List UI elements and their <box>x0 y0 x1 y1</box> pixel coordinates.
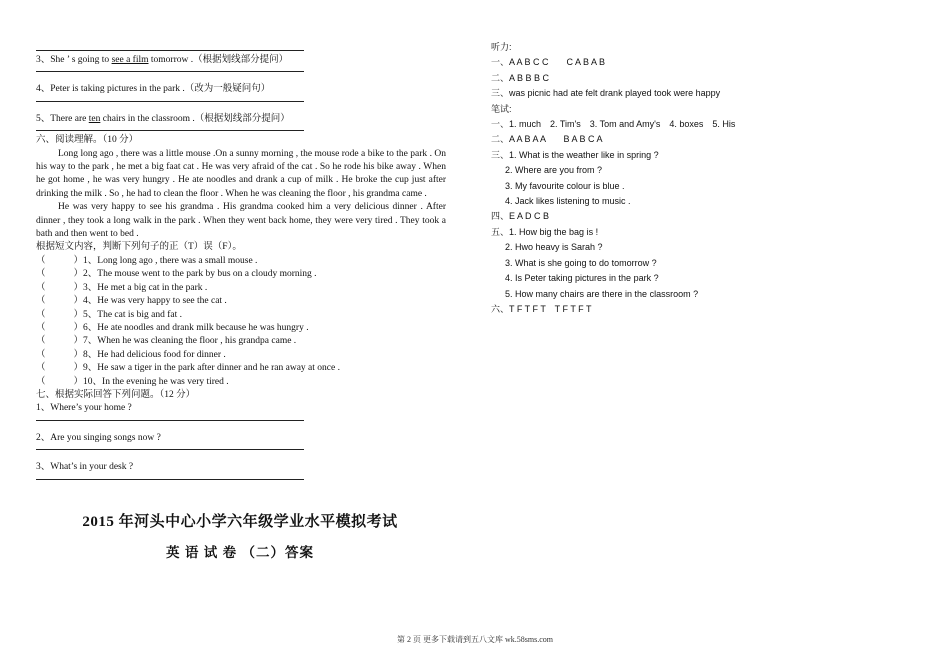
section-label: 三、 <box>491 149 510 160</box>
open-question-1: 1、Where’s your home ? <box>36 403 132 414</box>
answer-text: 1. How big the bag is ! <box>509 226 599 237</box>
question-instruction: chairs in the classroom .（根据划线部分提问） <box>100 113 290 124</box>
tf-item-text: 5、The cat is big and fat . <box>83 309 182 320</box>
tf-item: （ ）6、He ate noodles and drank milk because he was hungry . <box>36 322 309 333</box>
tf-item: （ ）5、The cat is big and fat . <box>36 309 182 320</box>
transform-question-5 <box>36 113 446 126</box>
tf-item-text: 3、He met a big cat in the park . <box>83 282 208 293</box>
section-6-answer: 六、T F T F T T F T F T <box>491 303 592 314</box>
section-3-answer-4: 4. Jack likes listening to music . <box>505 196 631 207</box>
written-label: 笔试: <box>491 103 512 114</box>
transform-question-3 <box>36 54 446 67</box>
section-3-answer-2: 2. Where are you from ? <box>505 165 603 176</box>
answer-line <box>36 479 304 480</box>
tf-item: （ ）7、When he was cleaning the floor , his grandpa came . <box>36 336 297 347</box>
exam-subtitle: 英 语 试 卷 （二）答案 <box>166 545 314 560</box>
question-text: 5、There are <box>36 113 89 124</box>
section-3-answer-3: 3. My favourite colour is blue . <box>505 180 625 191</box>
answer-line <box>36 71 304 72</box>
tf-item-text: 2、The mouse went to the park by bus on a cloudy morning . <box>83 269 317 280</box>
section-label: 五、 <box>491 226 510 237</box>
tf-item-text: 7、When he was cleaning the floor , his grandpa came . <box>83 336 297 347</box>
question-instruction: tomorrow .（根据划线部分提问） <box>148 55 289 65</box>
listening-answer-1: 一、A A B C C C A B A B <box>491 57 606 68</box>
listening-answer-3: 三、was picnic had ate felt drank played took were happy <box>491 88 721 99</box>
tf-item: （ ）10、In the evening he was very tired . <box>36 376 229 387</box>
answer-line <box>36 449 304 450</box>
open-question-2: 2、Are you singing songs now ? <box>36 432 161 443</box>
written-answer-2: 二、A A B A A B A B C A <box>491 134 603 145</box>
tf-item-text: 4、He was very happy to see the cat . <box>83 296 227 307</box>
page-footer: 第 2 页 更多下载请到五八文库 wk.58sms.com <box>397 635 553 644</box>
section-3-answer-1 <box>491 148 811 163</box>
section-5-answer-5: 5. How many chairs are there in the classroom ? <box>505 288 699 299</box>
section-4-answer: 四、E A D C B <box>491 211 550 222</box>
section-5-answer-1 <box>491 225 811 240</box>
section-5-answer-2: 2. Hwo heavy is Sarah ? <box>505 242 603 253</box>
tf-item: （ ）2、The mouse went to the park by bus on a cloudy morning . <box>36 269 317 280</box>
transform-question-4 <box>36 83 446 96</box>
section-5-answer-4: 4. Is Peter taking pictures in the park ? <box>505 273 659 284</box>
tf-item-text: 10、In the evening he was very tired . <box>83 376 229 387</box>
question-text: 4、Peter is taking pictures in the park .（改为一般疑问句） <box>36 84 271 95</box>
section-5-answer-3: 3. What is she going to do tomorrow ? <box>505 257 657 268</box>
underlined-phrase: see a film <box>111 55 149 65</box>
tf-item: （ ）8、He had delicious food for dinner . <box>36 349 226 360</box>
tf-instruction: 根据短文内容，判断下列句子的正（T）误（F）。 <box>36 242 242 253</box>
answer-key <box>491 40 811 317</box>
left-column <box>36 44 446 483</box>
answer-line <box>36 101 304 102</box>
written-answer-1: 一、1. much 2. Tim's 3. Tom and Amy's 4. boxes 5. His <box>491 119 736 130</box>
exam-title: 2015 年河头中心小学六年级学业水平模拟考试 <box>82 514 398 530</box>
question-text: 3、She ’ s going to <box>36 55 112 65</box>
underlined-phrase: ten <box>88 113 101 124</box>
answer-line <box>36 50 304 51</box>
tf-item: （ ）1、Long long ago , there was a small mouse . <box>36 255 258 266</box>
tf-item: （ ）9、He saw a tiger in the park after dinner and he ran away at once . <box>36 363 340 374</box>
answer-line <box>36 420 304 421</box>
tf-item-text: 8、He had delicious food for dinner . <box>83 349 226 360</box>
tf-item-text: 9、He saw a tiger in the park after dinner and he ran away at once . <box>83 363 340 374</box>
listening-answer-2: 二、A B B B C <box>491 72 550 83</box>
reading-paragraph-1: Long long ago , there was a little mouse .On a sunny morning , the mouse rode a bike to the park . On his way to the park , he met a big faat cat . He was very afraid of the cat . So he rode his bike away . When he got home , he was very hungry . He ate noodles and drank a cup of milk . He broke the cup just after drinking the milk . So , he had to clean the floor . When he was cleaning the floor , his grandma came . <box>36 148 446 199</box>
answer-heading: 七、根据实际回答下列问题。（12 分） <box>36 389 196 400</box>
tf-item: （ ）4、He was very happy to see the cat . <box>36 296 227 307</box>
answer-text: 1. What is the weather like in spring ? <box>509 149 659 160</box>
tf-item-text: 6、He ate noodles and drank milk because he was hungry . <box>83 322 309 333</box>
reading-heading: 六、阅读理解。（10 分） <box>36 135 139 146</box>
reading-paragraph-2: He was very happy to see his grandma . His grandma cooked him a very delicious dinner . After dinner , they took a long walk in the park . When they went back home, they were very tired . They took a bath and then went to bed . <box>36 202 446 240</box>
answer-line <box>36 130 304 131</box>
open-question-3: 3、What’s in your desk ? <box>36 462 134 473</box>
listening-label: 听力: <box>491 42 512 52</box>
tf-item: （ ）3、He met a big cat in the park . <box>36 282 208 293</box>
tf-item-text: 1、Long long ago , there was a small mouse . <box>83 255 258 266</box>
